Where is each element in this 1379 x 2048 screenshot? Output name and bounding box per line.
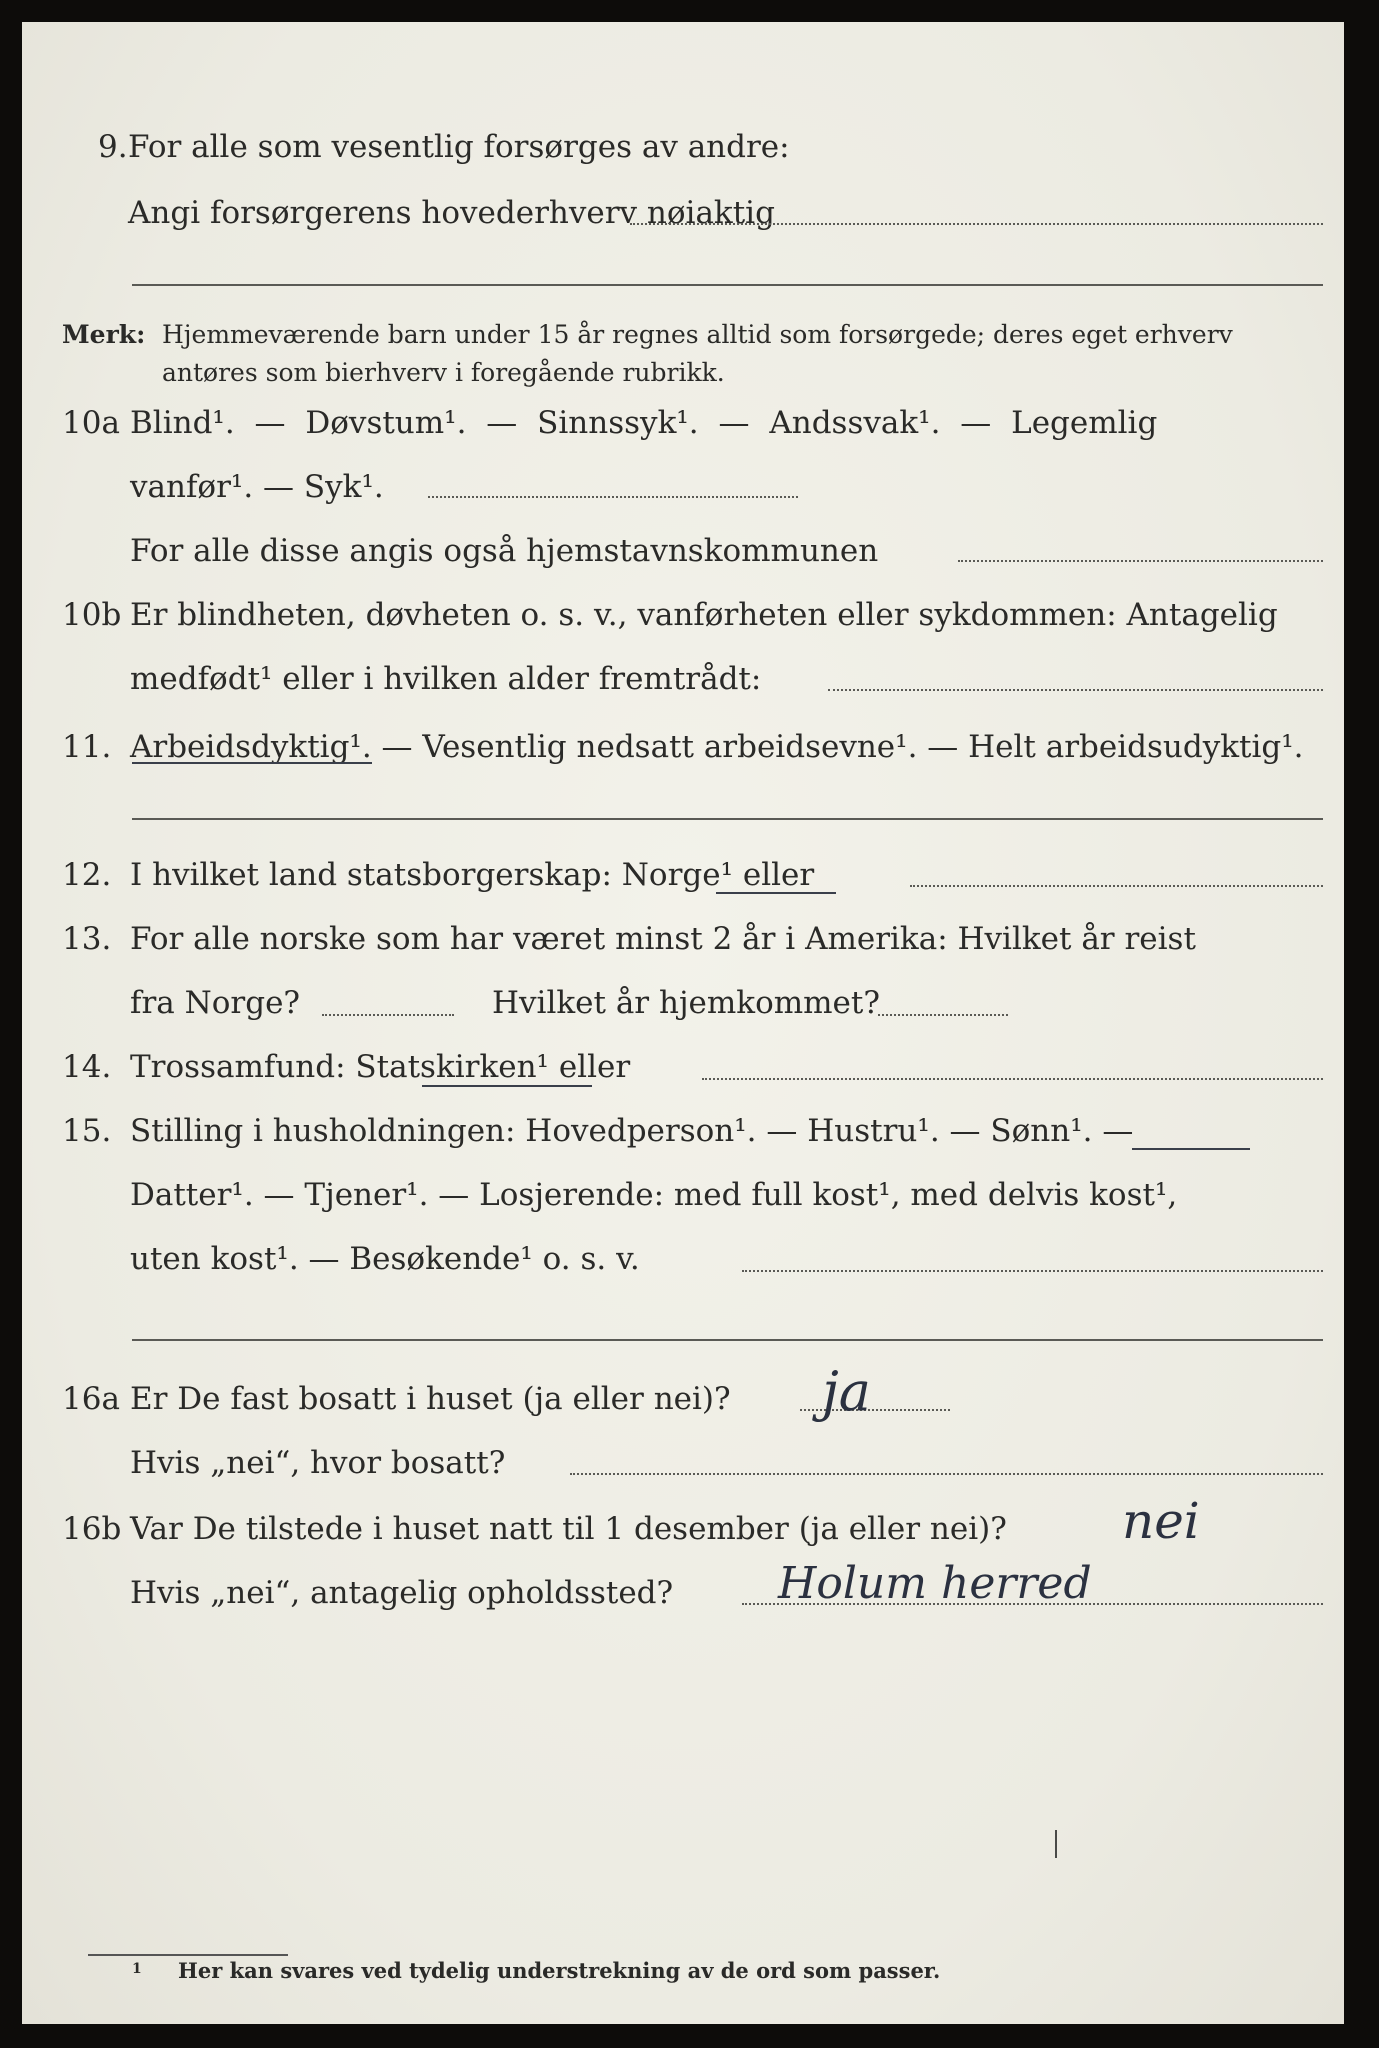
merk-text-line2: antøres som bierhverv i foregående rubrikk.: [162, 358, 725, 387]
q10a-text-line2: vanfør¹. — Syk¹.: [130, 469, 384, 505]
q16a-number: 16a: [62, 1381, 120, 1417]
q10a-answer-field[interactable]: [428, 496, 798, 498]
q16b-text-line2: Hvis „nei“, antagelig opholdssted?: [130, 1575, 674, 1611]
q10b-number: 10b: [62, 597, 122, 633]
q10a-text-line3: For alle disse angis også hjemstavnskommunen: [130, 533, 879, 569]
q10b-text-line2: medfødt¹ eller i hvilken alder fremtrådt:: [130, 661, 762, 697]
q15-text-line3: uten kost¹. — Besøkende¹ o. s. v.: [130, 1241, 640, 1277]
q14-text-line1: Trossamfund: Statskirken¹ eller: [130, 1049, 631, 1085]
q13-number: 13.: [62, 921, 112, 957]
q16b-handwritten-answer: nei: [1122, 1492, 1200, 1550]
q14-number: 14.: [62, 1049, 112, 1085]
q16a-text-line1: Er De fast bosatt i huset (ja eller nei)?: [130, 1381, 731, 1417]
q10b-answer-field[interactable]: [828, 689, 1323, 691]
q14-underline-statskirken: [422, 1085, 592, 1087]
q16a-text-line2: Hvis „nei“, hvor bosatt?: [130, 1445, 506, 1481]
q11-underline-arbeidsdyktig: [132, 762, 372, 764]
q15-number: 15.: [62, 1113, 112, 1149]
q10a-municipality-field[interactable]: [958, 560, 1323, 562]
q10a-number: 10a: [62, 405, 120, 441]
q14-answer-field[interactable]: [702, 1078, 1323, 1080]
q12-text-line1: I hvilket land statsborgerskap: Norge¹ eller: [130, 857, 815, 893]
q16a-handwritten-answer: ja: [822, 1360, 871, 1423]
q16b-handwritten-location: Holum herred: [778, 1558, 1092, 1609]
q9-text-line2: Angi forsørgerens hovederhverv nøiaktig: [128, 195, 775, 231]
q12-underline-norge: [716, 892, 836, 894]
q13-text-line2b: Hvilket år hjemkommet?: [492, 985, 880, 1021]
q16b-number: 16b: [62, 1511, 122, 1547]
q15-answer-field[interactable]: [742, 1270, 1323, 1272]
footnote-text: Her kan svares ved tydelig understrekning av de ord som passer.: [178, 1958, 941, 1983]
q16a-residence-field[interactable]: [570, 1473, 1323, 1475]
q9-number: 9.: [98, 129, 128, 165]
q11-answer-field[interactable]: [132, 818, 1323, 820]
q15-text-line1: Stilling i husholdningen: Hovedperson¹. — Hustru¹. — Sønn¹. —: [130, 1113, 1134, 1149]
q11-number: 11.: [62, 729, 112, 765]
q9-answer-field-2[interactable]: [132, 284, 1323, 286]
q13-return-year-field[interactable]: [878, 1014, 1008, 1016]
q9-text-line1: For alle som vesentlig forsørges av andre:: [128, 129, 790, 165]
q11-text-line1: Arbeidsdyktig¹. — Vesentlig nedsatt arbeidsevne¹. — Helt arbeidsudyktig¹.: [130, 729, 1304, 765]
q12-answer-field[interactable]: [910, 885, 1323, 887]
q13-departure-year-field[interactable]: [322, 1014, 454, 1016]
q15-text-line2: Datter¹. — Tjener¹. — Losjerende: med full kost¹, med delvis kost¹,: [130, 1177, 1178, 1213]
q13-text-line1: For alle norske som har været minst 2 år i Amerika: Hvilket år reist: [130, 921, 1196, 957]
q9-answer-field[interactable]: [630, 223, 1323, 225]
q13-text-line2a: fra Norge?: [130, 985, 301, 1021]
q12-number: 12.: [62, 857, 112, 893]
q15-underline-sonn: [1132, 1148, 1250, 1150]
merk-text-line1: Hjemmeværende barn under 15 år regnes alltid som forsørgede; deres eget erhverv: [162, 320, 1233, 349]
footnote-mark: 1: [132, 1961, 142, 1977]
q10a-text-line1: Blind¹. — Døvstum¹. — Sinnssyk¹. — Andssvak¹. — Legemlig: [130, 405, 1158, 441]
merk-label: Merk:: [62, 320, 146, 349]
footnote-rule: [88, 1954, 288, 1956]
census-form-page: [22, 22, 1344, 2024]
q10b-text-line1: Er blindheten, døvheten o. s. v., vanførheten eller sykdommen: Antagelig: [130, 597, 1278, 633]
q16b-text-line1: Var De tilstede i huset natt til 1 desember (ja eller nei)?: [130, 1511, 1007, 1547]
q15-answer-field-2[interactable]: [132, 1339, 1323, 1341]
pencil-mark: [1055, 1830, 1057, 1858]
